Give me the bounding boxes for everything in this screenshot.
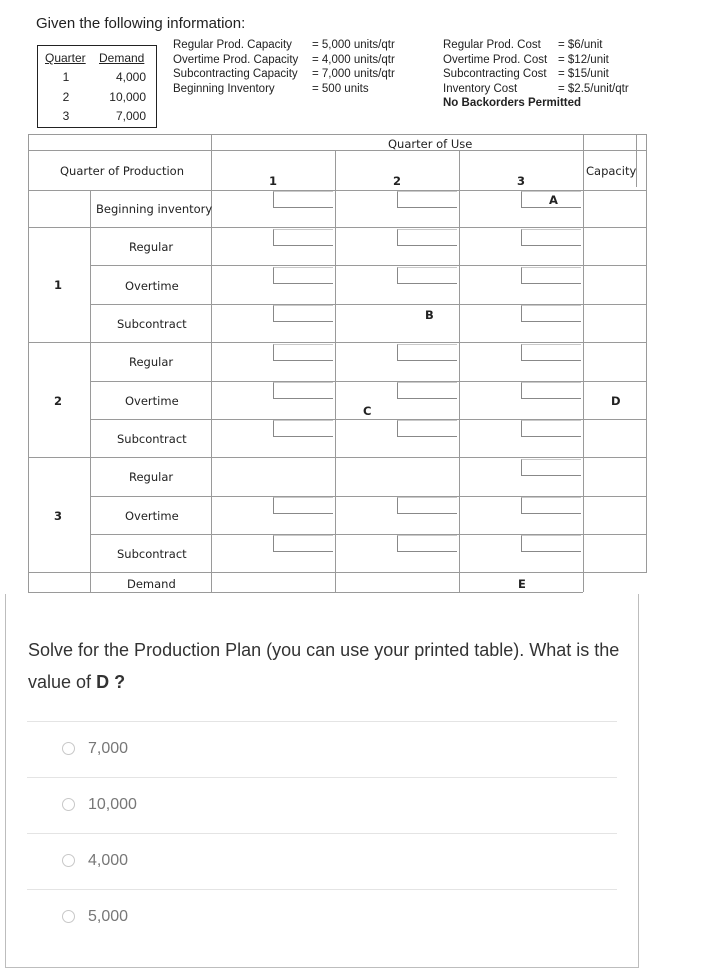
cost-cell xyxy=(273,229,333,246)
marker-c: C xyxy=(363,404,372,418)
cost-cell xyxy=(273,267,333,284)
capacity-label: Subcontracting Capacity xyxy=(173,68,298,81)
row-label-regular: Regular xyxy=(129,355,174,369)
question-target: D ? xyxy=(96,672,126,692)
cost-cell xyxy=(273,497,333,514)
column-header-quarter-1: 1 xyxy=(269,174,278,188)
row-label-quarter-2: 2 xyxy=(54,394,63,408)
capacity-label: Beginning Inventory xyxy=(173,82,275,95)
marker-d: D xyxy=(611,394,621,408)
marker-e: E xyxy=(518,577,526,591)
cost-cell xyxy=(521,229,581,246)
option-radio[interactable] xyxy=(62,854,75,867)
cost-cell xyxy=(397,382,457,399)
option-label[interactable]: 7,000 xyxy=(88,740,129,757)
no-backorders-note: No Backorders Permitted xyxy=(443,97,582,110)
cost-cell xyxy=(273,344,333,361)
cost-cell xyxy=(397,420,457,437)
cost-cell xyxy=(397,267,457,284)
cost-cell xyxy=(397,535,457,552)
grid-line xyxy=(28,342,646,343)
row-label-overtime: Overtime xyxy=(125,509,179,523)
cost-cell xyxy=(521,497,581,514)
grid-line xyxy=(28,134,646,135)
capacity-value: = 7,000 units/qtr xyxy=(312,68,395,81)
cost-cell xyxy=(397,229,457,246)
row-label-subcontract: Subcontract xyxy=(117,547,187,561)
option-label[interactable]: 4,000 xyxy=(88,852,129,869)
marker-b: B xyxy=(425,308,434,322)
marker-a: A xyxy=(549,193,558,207)
intro-text: Given the following information: xyxy=(36,15,246,32)
capacity-value: = 4,000 units/qtr xyxy=(312,53,395,66)
option-divider xyxy=(27,777,617,778)
option-radio[interactable] xyxy=(62,798,75,811)
grid-line xyxy=(28,150,646,151)
cost-cell xyxy=(521,459,581,476)
row-label-subcontract: Subcontract xyxy=(117,432,187,446)
demand-quarter: 3 xyxy=(62,109,70,123)
cost-cell xyxy=(273,305,333,322)
demand-table-header-quarter: Quarter xyxy=(45,51,86,65)
cost-cell xyxy=(521,267,581,284)
option-divider xyxy=(27,833,617,834)
demand-value: 4,000 xyxy=(115,70,146,84)
cost-cell xyxy=(273,191,333,208)
option-radio[interactable] xyxy=(62,742,75,755)
column-header-quarter-3: 3 xyxy=(517,174,526,188)
question-text xyxy=(28,634,628,698)
cost-value: = $15/unit xyxy=(558,68,609,81)
capacity-label: Regular Prod. Capacity xyxy=(173,39,292,51)
column-header-quarter-2: 2 xyxy=(393,174,402,188)
quarter-of-production-header: Quarter of Production xyxy=(60,164,185,178)
cost-cell xyxy=(397,497,457,514)
demand-quarter: 1 xyxy=(62,70,70,84)
option-label[interactable]: 10,000 xyxy=(88,796,137,813)
grid-line xyxy=(28,572,646,573)
row-label-overtime: Overtime xyxy=(125,279,179,293)
grid-line xyxy=(583,134,584,592)
quarter-of-use-header: Quarter of Use xyxy=(388,137,473,151)
cost-cell xyxy=(273,535,333,552)
demand-quarter: 2 xyxy=(62,90,70,104)
row-label-demand: Demand xyxy=(127,577,176,591)
cost-label: Overtime Prod. Cost xyxy=(443,53,548,66)
grid-line xyxy=(90,190,91,592)
option-divider xyxy=(27,889,617,890)
demand-table-header-demand: Demand xyxy=(99,51,145,65)
cost-cell xyxy=(273,420,333,437)
row-label-overtime: Overtime xyxy=(125,394,179,408)
cost-label: Regular Prod. Cost xyxy=(443,39,541,51)
capacity-label: Overtime Prod. Capacity xyxy=(173,53,299,66)
demand-value: 10,000 xyxy=(109,90,146,104)
grid-line xyxy=(28,457,646,458)
option-label[interactable]: 5,000 xyxy=(88,908,129,925)
capacity-header: Capacity xyxy=(586,164,637,178)
cost-label: Subcontracting Cost xyxy=(443,68,547,81)
cost-cell xyxy=(521,535,581,552)
cost-value: = $2.5/unit/qtr xyxy=(558,82,629,95)
cost-cell xyxy=(521,191,581,208)
demand-value: 7,000 xyxy=(115,109,146,123)
cost-cell xyxy=(273,382,333,399)
grid-line xyxy=(28,592,583,593)
cost-cell xyxy=(521,420,581,437)
grid-line xyxy=(459,150,460,592)
capacity-value: = 500 units xyxy=(312,82,369,95)
grid-line xyxy=(28,134,29,592)
option-radio[interactable] xyxy=(62,910,75,923)
row-label-beginning-inventory: Beginning inventory xyxy=(96,202,213,216)
cost-value: = $12/unit xyxy=(558,53,609,66)
row-label-subcontract: Subcontract xyxy=(117,317,187,331)
grid-line xyxy=(335,150,336,592)
grid-line xyxy=(90,265,646,266)
grid-line xyxy=(636,134,637,187)
capacity-value: = 5,000 units/qtr xyxy=(312,39,395,51)
cost-cell xyxy=(397,344,457,361)
question-prompt: Solve for the Production Plan (you can use your printed table). What is the value of xyxy=(28,640,620,692)
row-label-regular: Regular xyxy=(129,240,174,254)
grid-line xyxy=(646,134,647,573)
grid-line xyxy=(28,227,646,228)
row-label-quarter-3: 3 xyxy=(54,509,63,523)
option-divider xyxy=(27,721,617,722)
cost-cell xyxy=(521,305,581,322)
cost-label: Inventory Cost xyxy=(443,82,518,95)
row-label-regular: Regular xyxy=(129,470,174,484)
cost-value: = $6/unit xyxy=(558,39,603,51)
cost-cell xyxy=(521,344,581,361)
cost-cell xyxy=(397,191,457,208)
cost-cell xyxy=(521,382,581,399)
row-label-quarter-1: 1 xyxy=(54,278,63,292)
